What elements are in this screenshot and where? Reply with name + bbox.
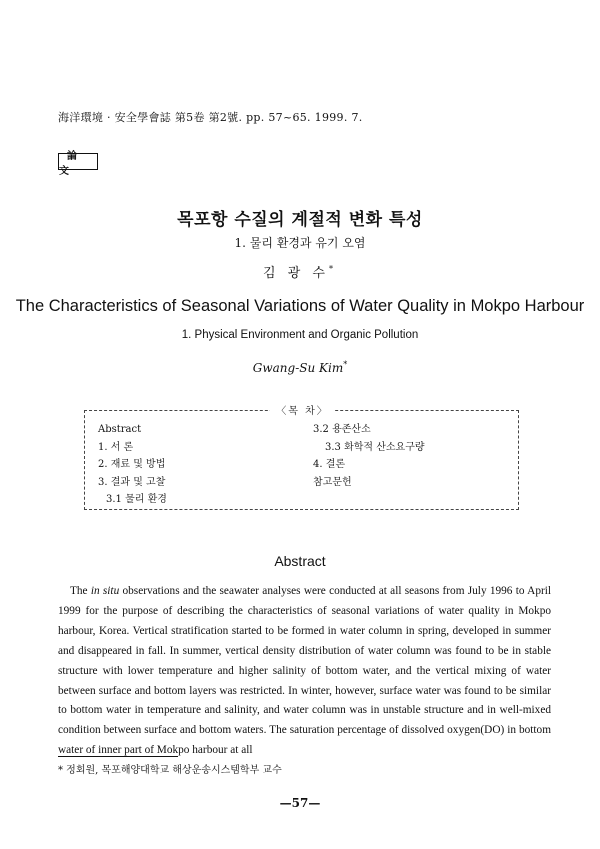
article-type-badge: 論 文 [58, 153, 98, 170]
english-subtitle: 1. Physical Environment and Organic Pollution [181, 329, 419, 341]
journal-citation: 海洋環境 · 安全學會誌 第5卷 第2號. pp. 57~65. 1999. 7. [58, 111, 363, 124]
toc-left-column [98, 421, 167, 509]
toc-right-column [313, 421, 425, 491]
toc-item: 3.3 화학적 산소요구량 [325, 441, 425, 453]
toc-heading [85, 402, 520, 417]
author-footnote-mark: * [328, 264, 337, 274]
abstract-heading: Abstract [274, 553, 326, 569]
english-author-name: Gwang-Su Kim [252, 361, 344, 375]
english-title: The Characteristics of Seasonal Variations of Water Quality in Mokpo Harbour [15, 297, 585, 315]
toc-item: Abstract [98, 424, 142, 435]
korean-subtitle: 1. 물리 환경과 유기 오염 [234, 236, 366, 250]
toc-heading-text: 〈목 차〉 [270, 406, 335, 417]
toc-item: 3. 결과 및 고찰 [98, 476, 166, 488]
korean-title: 목포항 수질의 계절적 변화 특성 [177, 210, 423, 230]
korean-author [0, 262, 600, 281]
english-author [0, 360, 600, 375]
toc-item: 2. 재료 및 방법 [98, 459, 166, 470]
abstract-italic-term: in situ [90, 585, 120, 597]
toc-item: 4. 결론 [313, 459, 346, 470]
korean-author-name: 김 광 수 [263, 266, 329, 281]
abstract-intro: The [70, 585, 91, 597]
toc-item: 참고문헌 [313, 476, 352, 488]
toc-item: 3.2 용존산소 [313, 424, 371, 435]
table-of-contents [84, 406, 519, 510]
author-footnote-mark-en: * [343, 360, 348, 369]
page-number: —57— [279, 796, 321, 810]
toc-item: 1. 서 론 [98, 441, 134, 453]
footnote-divider [58, 756, 178, 757]
toc-item: 3.1 물리 환경 [106, 494, 167, 505]
author-footnote: * 정회원, 목포해양대학교 해상운송시스템학부 교수 [58, 765, 282, 776]
abstract-body [58, 582, 551, 761]
abstract-text: observations and the seawater analyses were conducted at all seasons from July 1996 to April 1999 for the purpose of describing the characteristics of seasonal variations of water quality in Mokpo harbour, Korea. Vertical stratification started to be formed in water column in spring, developed in summer and disappeared in fall. In summer, vertical density distribution of water column was found to be in stable structure with lower temperature and higher salinity of bottom water, and the vertical mixing of water between surface and bottom layers was restricted. In winter, however, surface water was found to be similar to bottom water in temperature and salinity, and water column was in unstable structure and in well-mixed condition between surface and bottom waters. The saturation percentage of dissolved oxygen(DO) in bottom water of inner part of Mokpo harbour at all [58, 585, 552, 757]
